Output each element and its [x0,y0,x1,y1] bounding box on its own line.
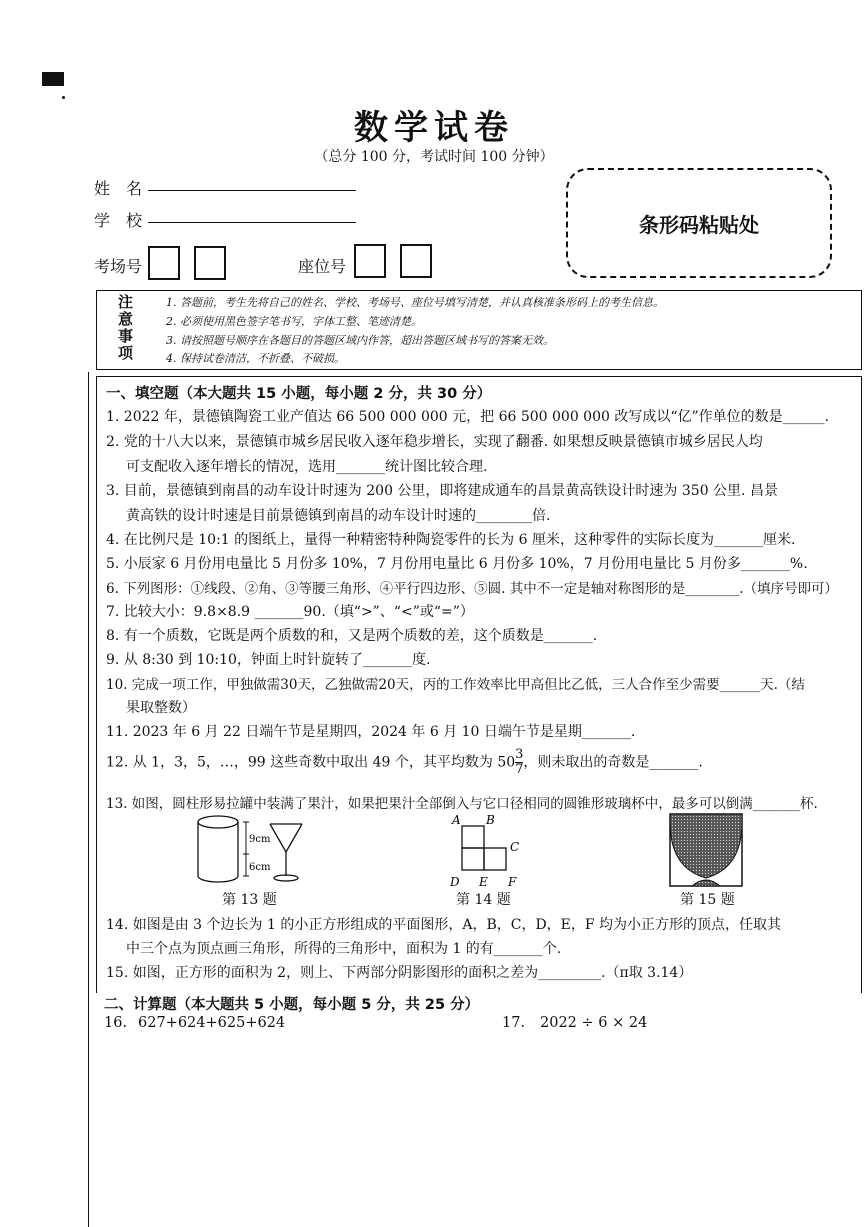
school-field[interactable] [148,204,356,223]
seat-box-1[interactable] [354,244,386,278]
question-3: 3. 目前，景德镇到南昌的动车设计时速为 200 公里，即将建成通车的昌景黄高铁设计时速为 350 公里. 昌景 [106,483,778,499]
exam-title: 数学试卷 [354,108,514,148]
question-5: 5. 小辰家 6 月份用电量比 5 月份多 10%，7 月份用电量比 6 月份多 10%，7 月份用电量比 5 月份多_______%. [106,556,808,572]
question-17-number: 17. [502,1015,526,1031]
section1-title: 一、填空题（本大题共 15 小题，每小题 2 分，共 30 分） [106,386,492,402]
question-2: 2. 党的十八大以来，景德镇市城乡居民收入逐年稳步增长，实现了翻番. 如果想反映景德镇市城乡居民人均 [106,434,763,450]
dimension-bottom-label: 6cm [249,862,271,873]
question-11: 11. 2023 年 6 月 22 日端午节是星期四，2024 年 6 月 10 日端午节是星期_______. [106,724,636,740]
question-9: 9. 从 8:30 到 10:10，钟面上时针旋转了_______度. [106,652,431,668]
figure-15 [668,812,744,888]
figure-13-caption: 第 13 题 [222,892,277,908]
barcode-label: 条形码粘贴处 [639,212,759,237]
exam-room-label: 考场号 [94,257,143,276]
question-10-cont: 果取整数） [126,700,196,716]
square-bottom-left [462,848,484,870]
square-bottom-right [484,848,506,870]
cylinder-bottom [198,876,238,882]
dimension-top-label: 9cm [249,834,271,845]
school-label: 学 校 [94,211,143,230]
question-8: 8. 有一个质数，它既是两个质数的和，又是两个质数的差，这个质数是_______. [106,628,598,644]
exam-room-box-1[interactable] [148,246,180,280]
name-field[interactable] [148,172,356,191]
question-3-cont: 黄高铁的设计时速是目前景德镇到南昌的动车设计时速的________倍. [126,508,551,524]
question-10: 10. 完成一项工作，甲独做需30天，乙独做需20天，丙的工作效率比甲高但比乙低，三人合作至少需要______天.（结 [106,677,805,693]
question-1: 1. 2022 年，景德镇陶瓷工业产值达 66 500 000 000 元，把 66 500 000 000 改写成以“亿”作单位的数是______. [106,409,830,425]
exam-room-box-2[interactable] [194,246,226,280]
figure-15-caption: 第 15 题 [680,892,735,908]
question-15: 15. 如图，正方形的面积为 2，则上、下两部分阴影图形的面积之差为_________.（π取 3.14） [106,965,693,981]
question-17-expression: 2022 ÷ 6 × 24 [540,1015,648,1031]
registration-mark [42,72,64,86]
vertex-label-c: C [510,840,520,854]
notice-item: 2. 必须使用黑色签字笔书写，字体工整、笔迹清楚。 [166,315,422,328]
square-top [462,826,484,848]
seat-box-2[interactable] [400,244,432,278]
fraction-3-7: $\frac{3}{7}$ [515,747,524,777]
question-2-cont: 可支配收入逐年增长的情况，选用_______统计图比较合理. [126,459,488,475]
question-7: 7. 比较大小：9.8×8.9 _______90.（填“>”、“<”或“=”） [106,604,474,620]
figure-13 [190,812,310,892]
barcode-area [566,168,832,278]
binding-line [88,372,89,1227]
seat-label: 座位号 [298,257,347,276]
registration-dot [62,96,65,99]
vertex-label-a: A [452,813,461,827]
question-4: 4. 在比例尺是 10:1 的图纸上，量得一种精密特种陶瓷零件的长为 6 厘米，这种零件的实际长度为_______厘米. [106,532,796,548]
vertex-label-e: E [479,875,488,889]
cylinder-top [198,816,238,828]
question-16-number: 16. [104,1015,128,1031]
vertex-label-d: D [450,875,460,889]
notice-heading: 注 意 事 项 [118,293,134,362]
vertex-label-f: F [508,875,517,889]
figure-14-caption: 第 14 题 [456,892,511,908]
question-13: 13. 如图，圆柱形易拉罐中装满了果汁，如果把果汁全部倒入与它口径相同的圆锥形玻璃杯中，最多可以倒满_______杯. [106,796,818,812]
question-14-cont: 中三个点为顶点画三角形，所得的三角形中，面积为 1 的有_______个. [126,941,562,957]
question-6: 6. 下列图形：①线段、②角、③等腰三角形、④平行四边形、⑤圆. 其中不一定是轴对称图形的是________.（填序号即可） [106,581,839,597]
notice-item: 3. 请按照题号顺序在各题目的答题区域内作答，超出答题区域书写的答案无效。 [166,334,554,347]
question-16-expression: 627+624+625+624 [138,1015,286,1031]
goblet-bowl-right [286,824,302,852]
notice-item: 4. 保持试卷清洁，不折叠、不破损。 [166,352,345,365]
section2-title: 二、计算题（本大题共 5 小题，每小题 5 分，共 25 分） [104,997,480,1013]
question-12: 12. 从 1，3，5，…，99 这些奇数中取出 49 个，其平均数为 50 $\frac{3}{7}$ ，则未取出的奇数是_______. [106,747,703,777]
exam-subtitle: （总分 100 分，考试时间 100 分钟） [314,149,554,165]
name-label: 姓 名 [94,179,143,198]
goblet-bowl-left [270,824,286,852]
vertex-label-b: B [486,813,495,827]
notice-item: 1. 答题前，考生先将自己的姓名、学校、考场号、座位号填写清楚，并认真核准条形码上的考生信息。 [166,296,664,309]
question-14: 14. 如图是由 3 个边长为 1 的小正方形组成的平面图形，A，B，C，D，E，F 均为小正方形的顶点，任取其 [106,917,782,933]
figure-14 [446,810,526,892]
